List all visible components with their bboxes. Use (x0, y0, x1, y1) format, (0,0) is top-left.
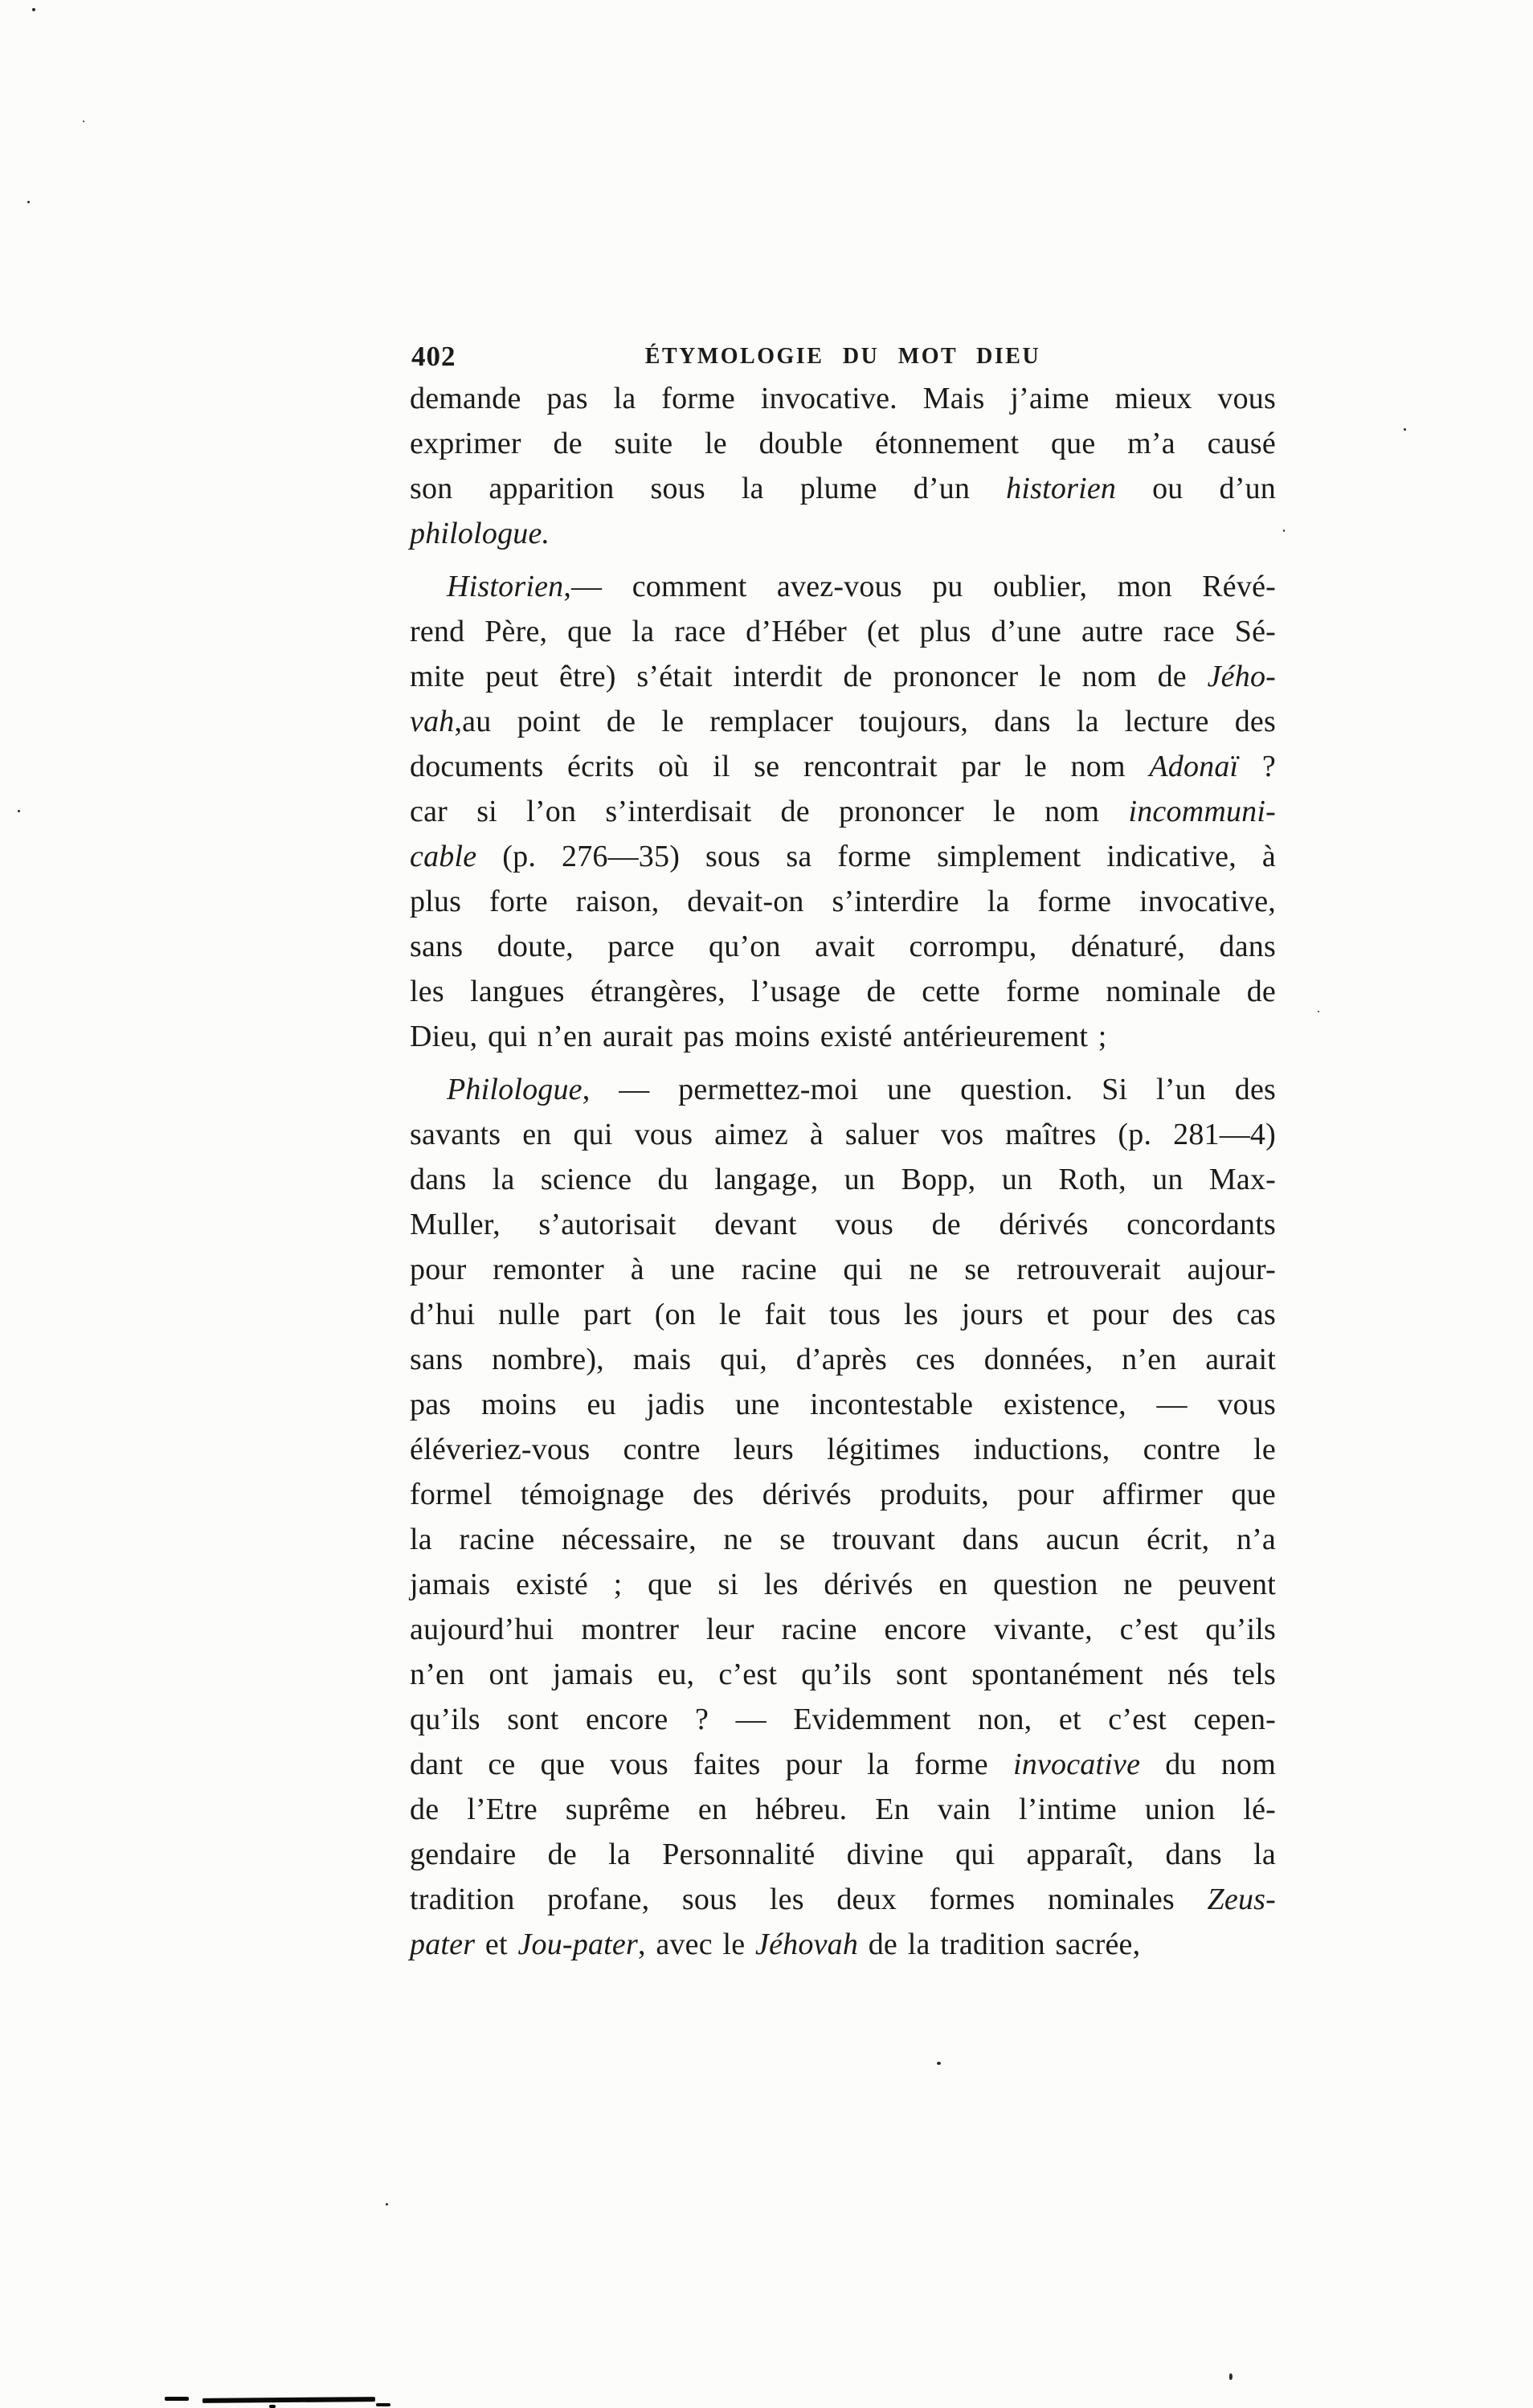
text-line (410, 511, 1276, 556)
italic-text-segment: philologue. (410, 517, 550, 550)
text-line (410, 744, 1276, 789)
italic-text-segment: Jéhovah (755, 1928, 859, 1961)
text-line (410, 466, 1276, 511)
text-line (410, 1832, 1276, 1877)
running-header (410, 341, 1276, 378)
text-segment: (p. 276—35) sous sa forme simplement indicative, à (476, 840, 1276, 873)
italic-text-segment: Historien (447, 570, 564, 603)
text-line (410, 1382, 1276, 1427)
scan-speck (1283, 529, 1285, 532)
text-line (410, 1607, 1276, 1652)
text-line (410, 1067, 1276, 1112)
text-line (410, 789, 1276, 834)
text-line (410, 969, 1276, 1014)
text-segment: pour remonter à une racine qui ne se retrouverait aujour- (410, 1253, 1276, 1286)
text-line (410, 924, 1276, 969)
text-segment: n’en ont jamais eu, c’est qu’ils sont spontanément nés tels (410, 1658, 1276, 1691)
text-segment: rend Père, que la race d’Héber (et plus d’une autre race Sé- (410, 615, 1276, 648)
text-segment: documents écrits où il se rencontrait par le nom (410, 750, 1150, 783)
text-segment: gendaire de la Personnalité divine qui apparaît, dans la (410, 1838, 1276, 1871)
scan-speck (27, 201, 30, 203)
italic-text-segment: Jého- (1207, 660, 1276, 693)
italic-text-segment: cable (410, 840, 477, 873)
text-segment: , — permettez-moi une question. Si l’un des (582, 1073, 1276, 1106)
text-line (410, 376, 1276, 421)
text-segment: ,au point de le remplacer toujours, dans la lecture des (454, 705, 1276, 738)
scan-speck (1318, 1011, 1319, 1012)
text-segment: ? (1238, 750, 1276, 783)
running-title: ÉTYMOLOGIE DU MOT DIEU (644, 344, 1041, 369)
text-segment: qu’ils sont encore ? — Evidemment non, et c’est cepen- (410, 1703, 1276, 1736)
text-segment: la racine nécessaire, ne se trouvant dans aucun écrit, n’a (410, 1523, 1276, 1556)
scan-speck (937, 2062, 941, 2065)
text-segment: ,— comment avez-vous pu oublier, mon Révé- (563, 570, 1276, 603)
paragraph (410, 1067, 1276, 1967)
scan-streak (202, 2397, 375, 2403)
text-segment: plus forte raison, devait-on s’interdire la forme invocative, (410, 885, 1276, 918)
text-line (410, 879, 1276, 924)
text-segment: de l’Etre suprême en hébreu. En vain l’intime union lé- (410, 1793, 1276, 1826)
text-line (410, 564, 1276, 609)
text-segment: et (475, 1928, 518, 1961)
scan-speck (18, 810, 20, 812)
scan-speck (1404, 428, 1406, 431)
text-line (410, 1014, 1276, 1059)
text-segment: Dieu, qui n’en aurait pas moins existé antérieurement ; (410, 1020, 1107, 1053)
scan-speck (386, 2203, 388, 2206)
text-line (410, 1517, 1276, 1562)
text-segment: ou d’un (1116, 472, 1276, 505)
scan-speck (1229, 2373, 1233, 2380)
text-line (410, 1337, 1276, 1382)
text-line (410, 609, 1276, 654)
text-segment: jamais existé ; que si les dérivés en question ne peuvent (410, 1568, 1276, 1601)
text-line (410, 654, 1276, 699)
italic-text-segment: Jou-pater (517, 1928, 638, 1961)
paragraph (410, 376, 1276, 556)
text-segment: d’hui nulle part (on le fait tous les jours et pour des cas (410, 1298, 1276, 1331)
text-segment: sans doute, parce qu’on avait corrompu, dénaturé, dans (410, 930, 1276, 963)
text-segment: formel témoignage des dérivés produits, pour affirmer que (410, 1478, 1276, 1511)
text-segment: savants en qui vous aimez à saluer vos maîtres (p. 281—4) (410, 1118, 1276, 1151)
scan-streak (165, 2397, 189, 2401)
scan-streak (376, 2403, 390, 2406)
italic-text-segment: incommuni- (1128, 795, 1276, 828)
text-line (410, 1472, 1276, 1517)
paragraph (410, 564, 1276, 1059)
text-segment: de la tradition sacrée, (858, 1928, 1141, 1961)
text-line (410, 1562, 1276, 1607)
text-segment: les langues étrangères, l’usage de cette forme nominale de (410, 975, 1276, 1008)
text-segment: dans la science du langage, un Bopp, un Roth, un Max- (410, 1163, 1276, 1196)
text-segment: exprimer de suite le double étonnement que m’a causé (410, 427, 1276, 460)
text-segment: son apparition sous la plume d’un (410, 472, 1007, 505)
text-segment: pas moins eu jadis une incontestable existence, — vous (410, 1388, 1276, 1421)
text-line (410, 1427, 1276, 1472)
text-line (410, 1157, 1276, 1202)
text-line (410, 699, 1276, 744)
italic-text-segment: vah (410, 705, 455, 738)
text-line (410, 1652, 1276, 1697)
text-segment: tradition profane, sous les deux formes nominales (410, 1883, 1208, 1916)
text-line (410, 1697, 1276, 1742)
page-body (410, 376, 1276, 1967)
text-segment: aujourd’hui montrer leur racine encore vivante, c’est qu’ils (410, 1613, 1276, 1646)
text-line (410, 1112, 1276, 1157)
text-segment: sans nombre), mais qui, d’après ces données, n’en aurait (410, 1343, 1276, 1376)
scan-speck (83, 121, 84, 122)
italic-text-segment: invocative (1013, 1748, 1141, 1781)
scan-streak (269, 2405, 276, 2408)
page-number: 402 (411, 341, 456, 372)
text-line (410, 1787, 1276, 1832)
text-line (410, 421, 1276, 466)
text-line (410, 1292, 1276, 1337)
italic-text-segment: pater (410, 1928, 476, 1961)
text-segment: car si l’on s’interdisait de prononcer le nom (410, 795, 1129, 828)
italic-text-segment: Philologue (447, 1073, 583, 1106)
text-line (410, 1877, 1276, 1922)
scan-speck (32, 8, 35, 11)
text-line (410, 834, 1276, 879)
text-line (410, 1202, 1276, 1247)
italic-text-segment: Zeus- (1207, 1883, 1276, 1916)
text-segment: mite peut être) s’était interdit de prononcer le nom de (410, 660, 1208, 693)
italic-text-segment: Adonaï (1149, 750, 1239, 783)
text-segment: éléveriez-vous contre leurs légitimes inductions, contre le (410, 1433, 1276, 1466)
text-line (410, 1742, 1276, 1787)
text-segment: Muller, s’autorisait devant vous de dérivés concordants (410, 1208, 1276, 1241)
text-segment: du nom (1140, 1748, 1276, 1781)
text-segment: , avec le (638, 1928, 756, 1961)
text-line (410, 1922, 1276, 1967)
text-line (410, 1247, 1276, 1292)
text-segment: demande pas la forme invocative. Mais j’aime mieux vous (410, 382, 1276, 415)
italic-text-segment: historien (1006, 472, 1117, 505)
text-segment: dant ce que vous faites pour la forme (410, 1748, 1014, 1781)
